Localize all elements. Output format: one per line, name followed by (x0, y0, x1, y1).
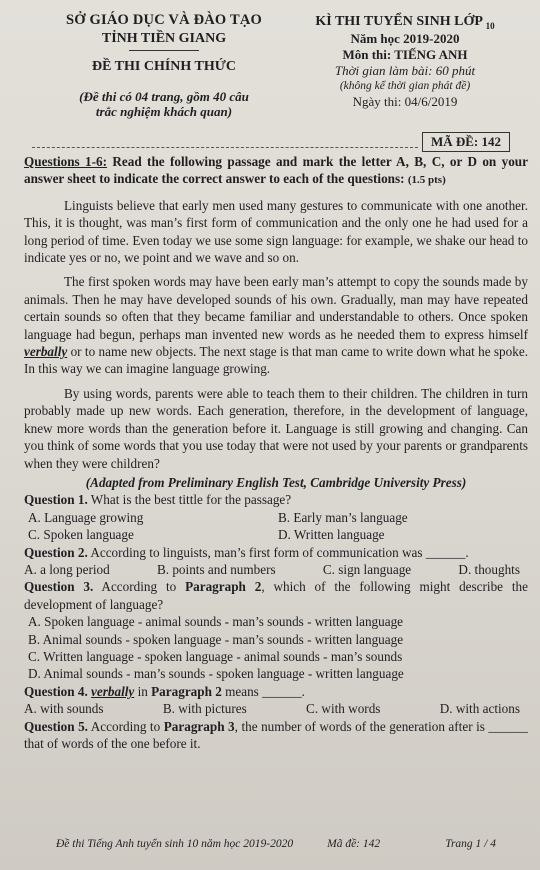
question-4-means: means ______. (221, 683, 305, 699)
question-1-label: Question 1. (24, 492, 88, 508)
passage-paragraph-1: Linguists believe that early men used many gestures to communicate with one another. This, it is thought, was man’s first form of communication and the only one he had used for a long period of time. Even today we use some sign language: for example, we shake our head to indicate yes or no, we point and we wave and so on. (24, 197, 528, 266)
q1-option-c: C. Spoken language (28, 527, 134, 543)
q4-option-d: D. with actions (439, 701, 520, 717)
page-footer (56, 838, 496, 850)
question-4-word: verbally (91, 683, 135, 699)
question-2-options (24, 561, 528, 578)
q2-option-a: A. a long period (24, 561, 110, 577)
duration: Thời gian làm bài: 60 phút (334, 62, 476, 78)
question-3-paragraph-ref: Paragraph 2 (185, 579, 262, 595)
q2-option-c: C. sign language (322, 561, 412, 577)
exam-body (24, 153, 528, 752)
exam-code-box: MÃ ĐỀ: 142 (422, 132, 510, 152)
q3-option-b: B. Animal sounds - spoken language - man’s sounds - written language (28, 631, 404, 647)
passage-paragraph-2 (24, 273, 528, 377)
passage-paragraph-3: By using words, parents were able to teach them to their children. The children in turn probably made up new words. Each generation, therefore, in the development of language, knew more words than the generation before it. Language is still growing and changing. Can you think of some words that you use today that were not used by your parents or grandparents when they were children? (24, 385, 528, 471)
question-5 (24, 718, 528, 753)
question-1-text: What is the best tittle for the passage? (87, 492, 292, 508)
exam-title (300, 14, 510, 31)
exam-date: Ngày thi: 04/6/2019 (352, 93, 458, 109)
q4-option-b: B. with pictures (162, 701, 247, 717)
instructions-label: Questions 1-6: (24, 154, 108, 169)
question-4 (24, 683, 528, 700)
q1-option-b: B. Early man’s language (278, 509, 408, 525)
question-1 (24, 491, 528, 508)
province-name: TỈNH TIỀN GIANG (101, 31, 227, 46)
header-divider (32, 147, 418, 148)
question-4-options (24, 700, 528, 717)
province-underline (129, 50, 199, 51)
instructions-text: Read the following passage and mark the letter A, B, C, or D on your answer sheet to indicate the correct answer to each of the questions: (24, 154, 528, 187)
question-2-text: According to linguists, man’s first form of communication was ______. (87, 544, 469, 560)
question-3-label: Question 3. (24, 579, 94, 595)
q1-option-a: A. Language growing (28, 509, 144, 525)
passage-paragraph-2-part-1: The first spoken words may have been early man’s attempt to copy the sounds made by animals. Then he may have developed sounds of his own. Gradually, man may have repeated certain sounds so often that they became familiar and understandable to others. Once spoken language had begun, perhaps man invented new words as he needed them to express himself (24, 274, 528, 342)
exam-note (54, 89, 274, 119)
header-left (54, 12, 274, 119)
question-5-paragraph-ref: Paragraph 3 (163, 718, 235, 734)
q2-option-d: D. thoughts (458, 561, 520, 577)
instructions (24, 153, 528, 190)
exam-note-line-1: (Đề thi có 04 trang, gồm 40 câu (79, 89, 249, 104)
school-year: Năm học 2019-2020 (350, 30, 460, 46)
passage-source: (Adapted from Preliminary English Test, Cambridge University Press) (85, 474, 467, 490)
question-3-text-1: According to (93, 579, 186, 595)
official-exam-label: ĐỀ THI CHÍNH THỨC (91, 59, 237, 74)
footer-exam-name: Đề thi Tiếng Anh tuyển sinh 10 năm học 2019-2020 (56, 838, 294, 850)
exam-note-line-2: trắc nghiệm khách quan) (95, 104, 233, 119)
question-4-label: Question 4. (24, 683, 88, 699)
q3-option-d: D. Animal sounds - man’s sounds - spoken language - written language (28, 666, 404, 682)
question-4-in: in (134, 683, 152, 699)
q4-option-a: A. with sounds (24, 701, 104, 717)
header-right (300, 14, 510, 110)
question-3-text-2: , which of the following might describe the development of language? (24, 579, 528, 612)
duration-note: (không kể thời gian phát đề) (339, 79, 471, 92)
exam-title-text: KÌ THI TUYỂN SINH LỚP (315, 14, 483, 29)
q3-option-c: C. Written language - spoken language - animal sounds - man’s sounds (28, 648, 403, 664)
passage-paragraph-2-part-2: or to name new objects. The next stage is that man came to write down what he spoke. In this way we can imagine language growing. (24, 344, 528, 377)
question-5-text-2: , the number of words of the generation after is ______ that of words of the one before it. (24, 718, 528, 751)
department-name: SỞ GIÁO DỤC VÀ ĐÀO TẠO (65, 12, 262, 28)
exam-grade: 10 (485, 20, 495, 31)
footer-exam-code: Mã đề: 142 (327, 838, 381, 850)
q1-option-d: D. Written language (278, 527, 385, 543)
instructions-points: (1.5 pts) (407, 174, 446, 187)
exam-header (24, 8, 528, 149)
question-1-options-row-2 (24, 526, 528, 543)
question-5-label: Question 5. (24, 718, 88, 734)
subject: Môn thi: TIẾNG ANH (342, 46, 468, 62)
question-1-options-row-1 (24, 509, 528, 526)
q3-option-a: A. Spoken language - animal sounds - man’s sounds - written language (28, 614, 404, 630)
question-3 (24, 578, 528, 613)
q4-option-c: C. with words (306, 701, 381, 717)
question-2 (24, 544, 528, 561)
highlighted-word: verbally (24, 344, 68, 360)
footer-page-number: Trang 1 / 4 (445, 838, 496, 850)
q2-option-b: B. points and numbers (156, 561, 276, 577)
question-2-label: Question 2. (24, 544, 88, 560)
question-4-paragraph-ref: Paragraph 2 (151, 683, 222, 699)
question-5-text-1: According to (87, 718, 164, 734)
